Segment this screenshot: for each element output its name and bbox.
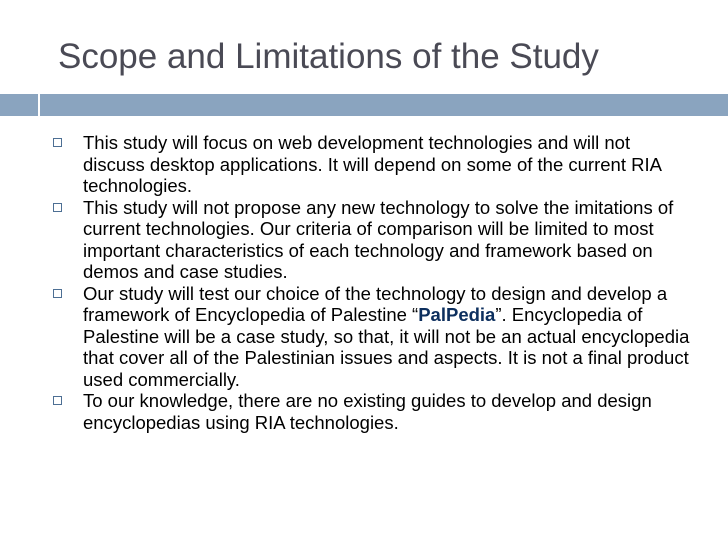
hollow-square-icon: [53, 289, 62, 298]
hollow-square-icon: [53, 138, 62, 147]
bullet-text-after: ”. Encyclopedia of Palestine will be a case study, so that, it will not be an actual encyclopedia that cover all of the Palestinian issues and aspects. It is not a final product used commercially.: [83, 304, 690, 390]
bullet-text-before: Our study will test our choice of the technology to design and develop a framework of Encyclopedia of Palestine “: [83, 282, 668, 325]
title-accent-bar-left: [0, 94, 38, 116]
hollow-square-icon: [53, 396, 62, 405]
slide-title: Scope and Limitations of the Study: [58, 37, 599, 76]
bullet-text: This study will not propose any new technology to solve the imitations of current technologies. Our criteria of comparison will be limited to most important characteristics of each technology and framework based on demos and case studies.: [83, 196, 674, 282]
bullet-item-no-existing-guides: [50, 390, 690, 433]
hollow-square-icon: [53, 203, 62, 212]
palpedia-highlight: PalPedia: [418, 304, 496, 325]
bullet-item-palpedia-case-study: [50, 283, 690, 391]
bullet-text: To our knowledge, there are no existing guides to develop and design encyclopedias using RIA technologies.: [83, 390, 652, 433]
bullet-list: [50, 132, 690, 433]
bullet-item-web-focus: [50, 132, 690, 197]
title-accent-bar-right: [40, 94, 728, 116]
bullet-text: This study will focus on web development technologies and will not discuss desktop applications. It will depend on some of the current RIA technologies.: [83, 132, 661, 196]
bullet-item-no-new-technology: [50, 197, 690, 283]
